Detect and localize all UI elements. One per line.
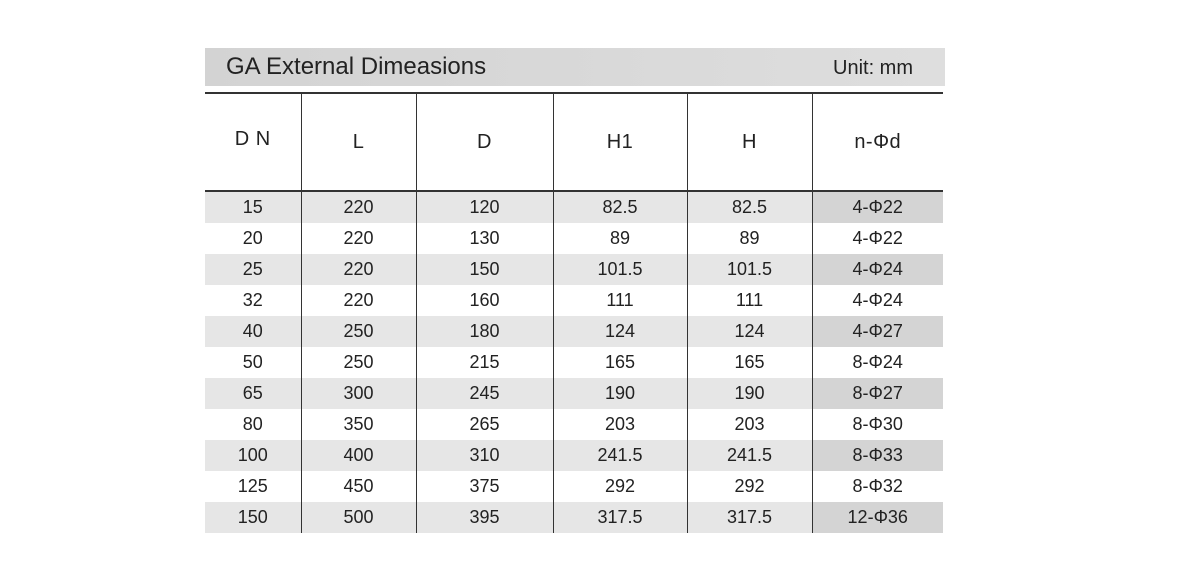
cell-h: 317.5 — [687, 502, 812, 533]
cell-h: 111 — [687, 285, 812, 316]
cell-h: 165 — [687, 347, 812, 378]
cell-n-phi-d: 4-Φ24 — [812, 285, 943, 316]
cell-h1: 203 — [553, 409, 687, 440]
cell-h: 203 — [687, 409, 812, 440]
cell-h1: 292 — [553, 471, 687, 502]
cell-l: 400 — [301, 440, 416, 471]
cell-d: 130 — [416, 223, 553, 254]
cell-dn: 40 — [205, 316, 301, 347]
header-row — [205, 93, 943, 191]
cell-dn: 150 — [205, 502, 301, 533]
cell-n-phi-d: 4-Φ27 — [812, 316, 943, 347]
table-header — [205, 93, 943, 191]
table-body — [205, 191, 943, 533]
cell-dn: 50 — [205, 347, 301, 378]
cell-n-phi-d: 4-Φ22 — [812, 191, 943, 223]
cell-h1: 101.5 — [553, 254, 687, 285]
column-header-n-phi-d: n-Φd — [812, 93, 943, 191]
cell-d: 120 — [416, 191, 553, 223]
cell-h: 241.5 — [687, 440, 812, 471]
title-bar — [205, 48, 945, 86]
cell-dn: 80 — [205, 409, 301, 440]
cell-h: 292 — [687, 471, 812, 502]
table-title: GA External Dimeasions — [226, 53, 487, 80]
dimensions-table-container — [205, 92, 943, 533]
cell-d: 180 — [416, 316, 553, 347]
unit-label: Unit: mm — [833, 57, 913, 79]
cell-h1: 317.5 — [553, 502, 687, 533]
cell-h1: 241.5 — [553, 440, 687, 471]
cell-h: 82.5 — [687, 191, 812, 223]
table-row — [205, 254, 943, 285]
cell-d: 215 — [416, 347, 553, 378]
cell-h1: 82.5 — [553, 191, 687, 223]
cell-l: 450 — [301, 471, 416, 502]
cell-d: 245 — [416, 378, 553, 409]
column-header-h1: H1 — [553, 93, 687, 191]
cell-n-phi-d: 8-Φ30 — [812, 409, 943, 440]
cell-dn: 65 — [205, 378, 301, 409]
cell-n-phi-d: 8-Φ32 — [812, 471, 943, 502]
dimensions-table — [205, 92, 943, 533]
table-row — [205, 285, 943, 316]
cell-l: 220 — [301, 254, 416, 285]
cell-d: 310 — [416, 440, 553, 471]
table-row — [205, 471, 943, 502]
cell-l: 220 — [301, 191, 416, 223]
cell-l: 220 — [301, 223, 416, 254]
table-row — [205, 316, 943, 347]
cell-h: 190 — [687, 378, 812, 409]
cell-dn: 15 — [205, 191, 301, 223]
column-header-d: D — [416, 93, 553, 191]
cell-dn: 32 — [205, 285, 301, 316]
cell-d: 375 — [416, 471, 553, 502]
cell-h: 124 — [687, 316, 812, 347]
cell-n-phi-d: 8-Φ27 — [812, 378, 943, 409]
cell-h: 89 — [687, 223, 812, 254]
cell-l: 300 — [301, 378, 416, 409]
cell-h1: 190 — [553, 378, 687, 409]
cell-h1: 89 — [553, 223, 687, 254]
cell-d: 265 — [416, 409, 553, 440]
cell-h1: 111 — [553, 285, 687, 316]
cell-d: 160 — [416, 285, 553, 316]
column-header-h: H — [687, 93, 812, 191]
table-row — [205, 409, 943, 440]
cell-l: 350 — [301, 409, 416, 440]
cell-n-phi-d: 4-Φ24 — [812, 254, 943, 285]
cell-h1: 165 — [553, 347, 687, 378]
cell-h1: 124 — [553, 316, 687, 347]
table-row — [205, 440, 943, 471]
cell-d: 150 — [416, 254, 553, 285]
cell-dn: 100 — [205, 440, 301, 471]
cell-l: 220 — [301, 285, 416, 316]
cell-dn: 25 — [205, 254, 301, 285]
column-header-dn: D N — [205, 93, 301, 191]
cell-n-phi-d: 4-Φ22 — [812, 223, 943, 254]
cell-h: 101.5 — [687, 254, 812, 285]
cell-n-phi-d: 12-Φ36 — [812, 502, 943, 533]
cell-dn: 125 — [205, 471, 301, 502]
cell-d: 395 — [416, 502, 553, 533]
table-row — [205, 502, 943, 533]
table-row — [205, 378, 943, 409]
column-header-l: L — [301, 93, 416, 191]
cell-l: 250 — [301, 347, 416, 378]
table-row — [205, 347, 943, 378]
table-row — [205, 223, 943, 254]
cell-dn: 20 — [205, 223, 301, 254]
cell-n-phi-d: 8-Φ24 — [812, 347, 943, 378]
cell-l: 500 — [301, 502, 416, 533]
cell-l: 250 — [301, 316, 416, 347]
cell-n-phi-d: 8-Φ33 — [812, 440, 943, 471]
table-row — [205, 191, 943, 223]
